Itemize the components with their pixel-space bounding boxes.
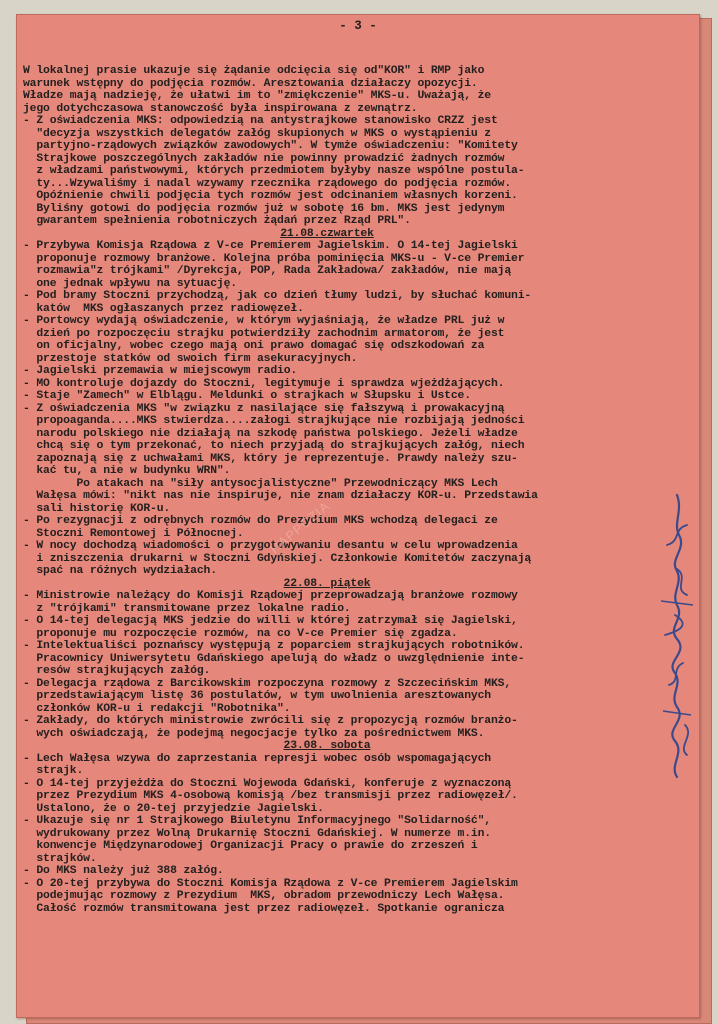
date-heading: 22.08. piątek <box>283 577 371 590</box>
text-line: członków KOR-u i redakcji "Robotnika". <box>23 702 291 715</box>
text-line: przez Prezydium MKS 4-osobową komisją /bez transmisji przez radiowęzeł/. <box>23 790 518 802</box>
document-page <box>16 14 700 1018</box>
text-line: one jednak wpływu na sytuację. <box>23 277 237 290</box>
text-line: i zniszczenia drukarni w Stoczni Gdyńskiej. Członkowie Komitetów zaczynają <box>23 552 532 565</box>
text-line: strajków. <box>23 852 97 865</box>
text-line: on oficjalny, wobec czego mają oni prawo domagać się odszkodowań za <box>23 340 485 352</box>
text-line: - Lech Wałęsa wzywa do zaprzestania represji wobec osób wspomagających <box>23 752 491 765</box>
watermark: HAPPCZIA <box>267 498 333 557</box>
text-line: partyjno-rządowych związków zawodowych". W tymże oświadczeniu: "Komitety <box>23 140 518 152</box>
text-line: - Delegacja rządowa z Barcikowskim rozpoczyna rozmowy z Szczecińskim MKS, <box>23 677 512 690</box>
text-line: "decyzja wszystkich delegatów załóg skupionych w MKS o wystąpieniu z <box>23 127 491 140</box>
text-line: Po atakach na "siły antysocjalistyczne" Przewodniczący MKS Lech <box>23 477 498 490</box>
date-heading: 21.08.czwartek <box>280 227 374 240</box>
text-line: jego dotychczasowa stanowczość była inspirowana z zewnątrz. <box>23 102 418 115</box>
text-line: - Do MKS należy już 388 załóg. <box>23 865 224 877</box>
text-line: proponuje rozmowy branżowe. Kolejna próba pominięcia MKS-u - V-ce Premier <box>23 252 525 265</box>
text-line: przedstawiającym listę 36 postulatów, w tym uwolnienia aresztowanych <box>23 690 491 702</box>
page-number: - 3 - <box>339 19 377 33</box>
handwritten-signature <box>647 485 707 785</box>
text-line: - Ukazuje się nr 1 Strajkowego Biuletynu Informacyjnego "Solidarność", <box>23 815 491 827</box>
text-line: dzień po rozpoczęciu strajku potwierdziły zachodnim armatorom, że jest <box>23 327 505 340</box>
text-line: - Pod bramy Stoczni przychodzą, jak co dzień tłumy ludzi, by słuchać komuni- <box>23 290 532 302</box>
text-line: warunek wstępny do podjęcia rozmów. Aresztowania działaczy opozycji. <box>23 77 478 90</box>
text-line: Ustalono, że o 20-tej przyjedzie Jagielski. <box>23 802 324 815</box>
text-line: resów strajkujących załóg. <box>23 665 211 677</box>
text-line: zapoznają się z uchwałami MKS, który je reprezentuje. Prawdy należy szu- <box>23 452 518 465</box>
text-line: - Przybywa Komisja Rządowa z V-ce Premierem Jagielskim. O 14-tej Jagielski <box>23 240 518 252</box>
text-line: konwencje Międzynarodowej Organizacji Pracy o prawie do zrzeszeń i <box>23 840 478 852</box>
text-line: spać na różnych wydziałach. <box>23 565 217 577</box>
text-line: W lokalnej prasie ukazuje się żądanie odcięcia się od"KOR" i RMP jako <box>23 65 485 77</box>
text-line: proponuje mu rozpoczęcie rozmów, na co V-ce Premier się zgadza. <box>23 627 458 640</box>
text-line: Całość rozmów transmitowana jest przez radiowęzeł. Spotkanie ogranicza <box>23 902 505 915</box>
text-line: strajk. <box>23 765 84 777</box>
document-body <box>23 65 631 915</box>
date-heading: 23.08. sobota <box>283 740 371 752</box>
text-line: - O 20-tej przybywa do Stoczni Komisja Rządowa z V-ce Premierem Jagielskim <box>23 877 518 890</box>
text-line: podejmując rozmowy z Prezydium MKS, obradom przewodniczy Lech Wałęsa. <box>23 890 505 902</box>
text-line: Stoczni Remontowej i Północnej. <box>23 527 244 540</box>
text-line: Strajkowe poszczególnych zakładów nie powinny prowadzić żadnych rozmów <box>23 152 505 165</box>
text-line: Opóźnienie chwili podjęcia tych rozmów jest odcinaniem własnych korzeni. <box>23 190 518 202</box>
text-line: - Staje "Zamech" w Elblągu. Meldunki o strajkach w Słupsku i Ustce. <box>23 390 471 402</box>
text-line: - W nocy dochodzą wiadomości o przygotowywaniu desantu w celu wprowadzenia <box>23 540 518 552</box>
text-line: sali historię KOR-u. <box>23 502 171 515</box>
text-line: propoaganda....MKS stwierdza....załogi strajkujące nie rozbijają jedności <box>23 415 525 427</box>
text-line: - Po rezygnacji z odrębnych rozmów do Prezydium MKS wchodzą delegaci ze <box>23 515 498 527</box>
text-line: wych oświadczają, że podejmą negocjacje tylko za pośrednictwem MKS. <box>23 727 485 740</box>
text-line: - O 14-tej delegacją MKS jedzie do willi w której zatrzymał się Jagielski, <box>23 615 518 627</box>
text-line: wydrukowany przez Wolną Drukarnię Stoczni Gdańskiej. W numerze m.in. <box>23 827 491 840</box>
text-line: katów MKS ogłaszanych przez radiowęzeł. <box>23 302 304 315</box>
text-line: ty...Wzywaliśmy i nadal wzywamy rzecznika rządowego do podjęcia rozmów. <box>23 177 512 190</box>
text-line: Władze mają nadzieję, że ułatwi im to "zmiękczenie" MKS-u. Uważają, że <box>23 90 491 102</box>
text-line: - O 14-tej przyjeżdża do Stoczni Wojewoda Gdański, konferuje z wyznaczoną <box>23 777 512 790</box>
text-line: Pracownicy Uniwersytetu Gdańskiego apelują do władz o uwzględnienie inte- <box>23 652 525 665</box>
text-line: - Jagielski przemawia w miejscowym radio. <box>23 365 298 377</box>
text-line: przestoje statków od swoich firm asekuracyjnych. <box>23 352 358 365</box>
text-line: kać tu, a nie w budynku WRN". <box>23 465 231 477</box>
text-line: - Intelektualiści poznańscy występują z poparciem strajkujących robotników. <box>23 640 525 652</box>
text-line: - Z oświadczenia MKS "w związku z nasilające się fałszywą i prowakacyjną <box>23 402 505 415</box>
text-line: narodu polskiego nie działają na szkodę państwa polskiego. Jeżeli władze <box>23 427 518 440</box>
text-line: z władzami państwowymi, których przedmiotem byłyby nasze wspólne postula- <box>23 165 525 177</box>
text-line: - MO kontroluje dojazdy do Stoczni, legitymuje i sprawdza wjeżdżających. <box>23 377 505 390</box>
text-line: chcą się o tym przekonać, to niech przyjadą do strajkujących załóg, niech <box>23 440 525 452</box>
text-line: Byliśny gotowi do podjęcia rozmów już w sobotę 16 bm. MKS jest jedynym <box>23 202 505 215</box>
text-line: Wałęsa mówi: "nikt nas nie inspiruje, nie znam działaczy KOR-u. Przedstawia <box>23 490 538 502</box>
text-line: rozmawia"z trójkami" /Dyrekcja, POP, Rada Zakładowa/ zakładów, nie mają <box>23 265 512 277</box>
text-line: gwarantem spełnienia robotniczych żądań przez Rząd PRL". <box>23 215 411 227</box>
text-line: - Zakłady, do których ministrowie zwrócili się z propozycją rozmów branżo- <box>23 715 518 727</box>
text-line: z "trójkami" transmitowane przez lokalne radio. <box>23 602 351 615</box>
text-line: - Z oświadczenia MKS: odpowiedzią na antystrajkowe stanowisko CRZZ jest <box>23 115 498 127</box>
text-line: - Ministrowie należący do Komisji Rządowej przeprowadzają branżowe rozmowy <box>23 590 518 602</box>
text-line: - Portowcy wydają oświadczenie, w którym wyjaśniają, że władze PRL już w <box>23 315 505 327</box>
